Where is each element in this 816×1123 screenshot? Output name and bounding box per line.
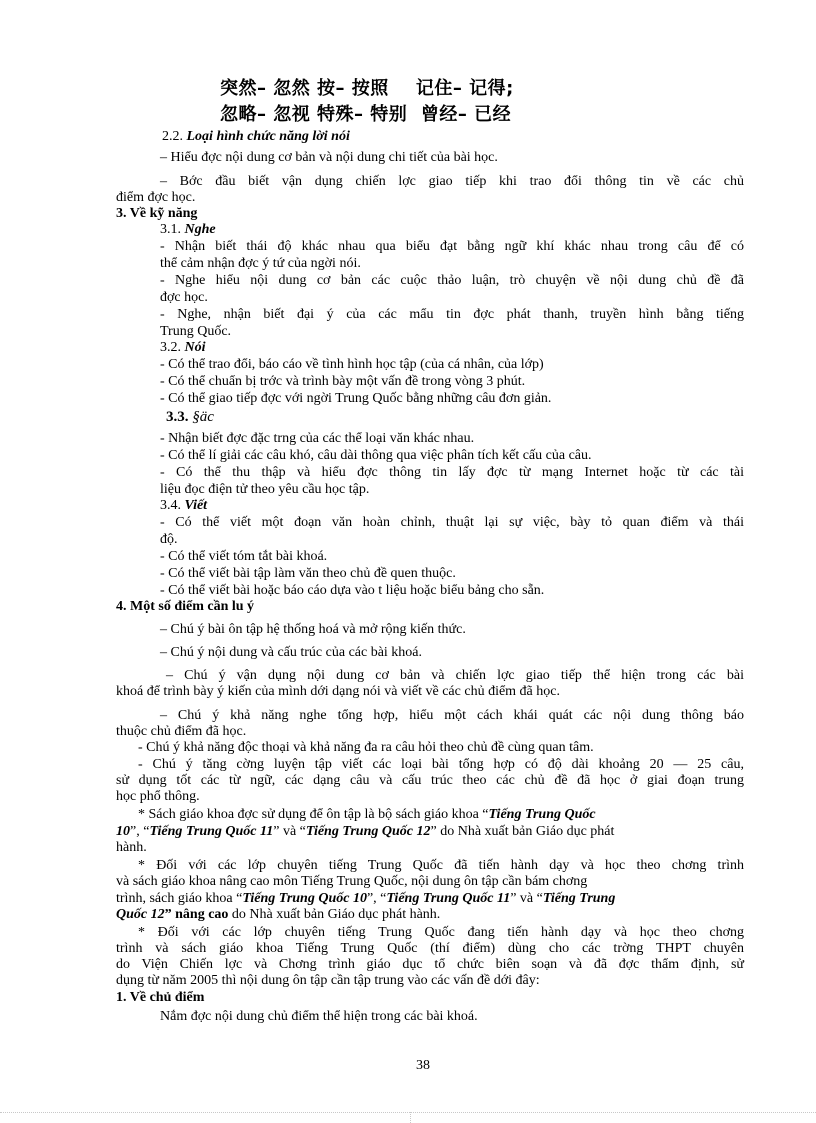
note-2-line-1: * Đối với các lớp chuyên tiếng Trung Quốc đã tiến hành dạy và học theo chơng trình — [138, 858, 744, 873]
note-text: do Nhà xuất bản Giáo dục phát hành. — [228, 907, 441, 922]
subsection-1-heading: 1. Về chủ điểm — [116, 990, 205, 1005]
book-title: Tiếng Trung Quốc 11 — [386, 891, 511, 906]
note-text: ” do Nhà xuất bản Giáo dục phát — [430, 824, 615, 839]
section-number: 3.3. — [166, 409, 189, 425]
paragraph-line: – Chú ý nội dung và cấu trúc của các bài khoá. — [160, 645, 423, 660]
section-number: 2.2. — [162, 129, 183, 144]
paragraph-line: - Nghe hiểu nội dung cơ bản các cuộc thảo luận, trò chuyện về nội dung chủ đề đã — [160, 273, 744, 288]
note-2-line-3 — [116, 891, 744, 906]
section-3-4-heading — [160, 498, 660, 513]
section-2-2-heading — [162, 129, 662, 144]
note-text: ” và “ — [510, 891, 543, 906]
note-3-line-1: * Đối với các lớp chuyên tiếng Trung Quốc đang tiến hành dạy và học theo chơng — [138, 925, 744, 940]
book-title-number: 10 — [116, 824, 130, 839]
section-3-3-heading — [166, 410, 666, 425]
note-1-line-3: hành. — [116, 840, 147, 855]
paragraph-line: - Có thể viết bài hoặc báo cáo dựa vào t liệu hoặc biểu bảng cho sẵn. — [160, 583, 545, 598]
paragraph-line: Trung Quốc. — [160, 324, 232, 339]
page-border-tick — [410, 1112, 411, 1123]
section-number: 3.1. — [160, 222, 181, 237]
section-4-heading: 4. Một số điểm cần lu ý — [116, 599, 255, 614]
paragraph-line: khoá để trình bày ý kiến của mình dới dạng nói và viết về các chủ điểm đã học. — [116, 684, 560, 699]
paragraph-line: - Có thể trao đổi, báo cáo về tình hình học tập (của cá nhân, của lớp) — [160, 357, 544, 372]
note-text: trình, sách giáo khoa “ — [116, 891, 243, 906]
note-3-line-3: do Viện Chiến lợc và Chơng trình giáo dục tổ chức biên soạn và đã đợc thẩm định, sử — [116, 957, 744, 972]
book-title: Tiếng Trung — [542, 891, 616, 906]
paragraph-line: học phổ thông. — [116, 789, 200, 804]
book-title: Tiếng Trung Quốc 11 — [149, 824, 274, 839]
paragraph-line: – Chú ý vận dụng nội dung cơ bản và chiến lợc giao tiếp thể hiện trong các bài — [166, 668, 744, 683]
section-title: Viết — [184, 498, 208, 513]
paragraph-line: - Chú ý khả năng độc thoại và khả năng đa ra câu hỏi theo chủ đề cùng quan tâm. — [138, 740, 594, 755]
note-3-line-4: dụng từ năm 2005 thì nội dung ôn tập cần tập trung vào các vấn đề dới đây: — [116, 973, 540, 988]
section-number: 3.4. — [160, 498, 181, 513]
paragraph-line: – Chú ý bài ôn tập hệ thống hoá và mở rộng kiến thức. — [160, 622, 466, 637]
book-title: Tiếng Trung Quốc — [488, 807, 596, 822]
paragraph-line: thể cảm nhận đợc ý tứ của ngời nói. — [160, 256, 361, 271]
book-title: Tiếng Trung Quốc 10 — [242, 891, 367, 906]
chinese-word-pairs-line-2: 忽略– 忽视 特殊– 特别 曾经– 已经 — [220, 104, 512, 125]
note-text: ”, “ — [366, 891, 387, 906]
paragraph-line: – Chú ý khả năng nghe tổng hợp, hiểu một cách khái quát các nội dung thông báo — [160, 708, 744, 723]
paragraph-line: - Có thể lí giải các câu khó, câu dài thông qua việc phân tích kết cấu của câu. — [160, 448, 592, 463]
section-title: Nói — [184, 340, 206, 355]
paragraph-line: – Hiểu đợc nội dung cơ bản và nội dung chi tiết của bài học. — [160, 150, 498, 165]
note-text: * Sách giáo khoa đợc sử dụng để ôn tập là bộ sách giáo khoa “ — [138, 807, 489, 822]
paragraph-line: đợc học. — [160, 290, 208, 305]
paragraph-line: thuộc chủ điểm đã học. — [116, 724, 247, 739]
paragraph-line: - Có thể giao tiếp đợc với ngời Trung Quốc bằng những câu đơn giản. — [160, 391, 552, 406]
paragraph-line: - Có thể thu thập và hiểu đợc thông tin lấy đợc từ mạng Internet hoặc từ các tài — [160, 465, 744, 480]
section-3-1-heading — [160, 222, 660, 237]
page-number: 38 — [416, 1058, 430, 1073]
section-title: Loại hình chức năng lời nói — [186, 129, 350, 144]
paragraph-line: - Có thể viết bài tập làm văn theo chủ đề quen thuộc. — [160, 566, 456, 581]
paragraph-line: - Chú ý tăng cờng luyện tập viết các loại bài tổng hợp có độ dài khoảng 20 — 25 câu, — [138, 757, 744, 772]
note-1-line-2 — [116, 824, 744, 839]
note-text: ” và “ — [273, 824, 306, 839]
note-1-line-1 — [138, 807, 744, 822]
section-number: 3.2. — [160, 340, 181, 355]
chinese-word-pairs-line-1: 突然– 忽然 按– 按照 记住– 记得; — [220, 78, 514, 99]
paragraph-line: Nắm đợc nội dung chủ điểm thể hiện trong các bài khoá. — [160, 1009, 478, 1024]
note-text: ”, “ — [130, 824, 150, 839]
book-title: Quốc 12 — [116, 907, 165, 922]
paragraph-line: - Có thể viết tóm tắt bài khoá. — [160, 549, 328, 564]
paragraph-line: - Có thể chuẩn bị trớc và trình bày một vấn đề trong vòng 3 phút. — [160, 374, 526, 389]
section-3-2-heading — [160, 340, 660, 355]
note-3-line-2: trình và sách giáo khoa Tiếng Trung Quốc (thí điểm) dùng cho các trờng THPT chuyên — [116, 941, 744, 956]
paragraph-line: - Nghe, nhận biết đại ý của các mẩu tin đợc phát thanh, truyền hình bằng tiếng — [160, 307, 744, 322]
note-2-line-4 — [116, 907, 744, 922]
paragraph-line: - Có thể viết một đoạn văn hoàn chỉnh, thuật lại sự việc, bày tỏ quan điểm và thái — [160, 515, 744, 530]
section-title: Nghe — [184, 222, 216, 237]
paragraph-line: - Nhận biết thái độ khác nhau qua biểu đạt bằng ngữ khí khác nhau trong câu để có — [160, 239, 744, 254]
paragraph-line: liệu đọc điện tử theo yêu cầu học tập. — [160, 482, 370, 497]
book-title: Tiếng Trung Quốc 12 — [305, 824, 431, 839]
note-text: ” nâng cao — [164, 907, 229, 922]
note-2-line-2: và sách giáo khoa nâng cao môn Tiếng Trung Quốc, nội dung ôn tập cần bám chơng — [116, 874, 588, 889]
section-3-heading: 3. Về kỹ năng — [116, 206, 198, 221]
section-title: §äc — [192, 409, 214, 425]
paragraph-line: - Nhận biết đợc đặc trng của các thể loại văn khác nhau. — [160, 431, 475, 446]
paragraph-line: – Bớc đầu biết vận dụng chiến lợc giao tiếp khi trao đổi thông tin về các chủ — [160, 174, 744, 189]
paragraph-line: độ. — [160, 532, 178, 547]
paragraph-line: điểm đợc học. — [116, 190, 196, 205]
page-border-divider — [0, 1112, 816, 1113]
paragraph-line: sử dụng tốt các từ ngữ, các dạng câu và cấu trúc theo các chủ đề đã học ở giai đoạn trung — [116, 773, 744, 788]
